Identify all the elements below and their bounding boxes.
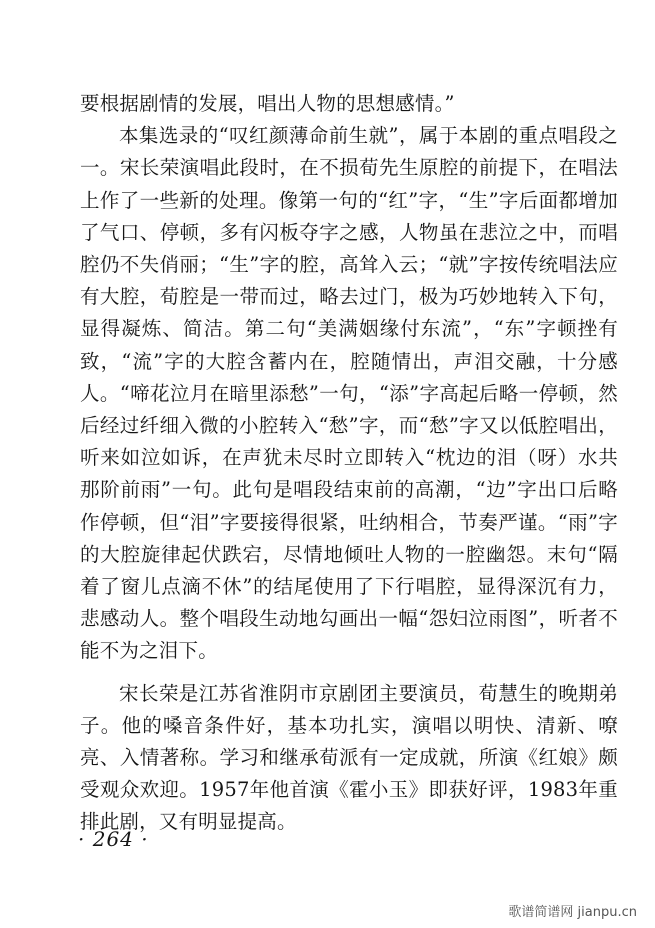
site-watermark: 歌谱简谱网 jianpu.cn (508, 905, 637, 920)
page-number: · 264 · (78, 827, 149, 851)
paragraph-continued: 要根据剧情的发展，唱出人物的思想感情。” (80, 92, 455, 115)
paragraph-aria-analysis: 本集选录的“叹红颜薄命前生就”，属于本剧的重点唱段之一。宋长荣演唱此段时，在不损荀先生原腔的前提下，在唱法上作了一些新的处理。像第一句的“红”字，“生”字后面都增加了气口、停顿，多有闪板夺字之感，人物虽在悲泣之中，而唱腔仍不失俏丽；“生”字的腔，高耸入云；“就”字按传统唱法应有大腔，荀腔是一带而过，略去过门，极为巧妙地转入下句，显得凝炼、简洁。第二句“美满姻缘付东流”，“东”字顿挫有致，“流”字的大腔含蓄内在，腔随情出，声泪交融，十分感人。“啼花泣月在暗里添愁”一句，“添”字高起后略一停顿，然后经过纤细入微的小腔转入“愁”字，而“愁”字又以低腔唱出，听来如泣如诉，在声犹未尽时立即转入“枕边的泪（呀）水共那阶前雨”一句。此句是唱段结束前的高潮，“边”字出口后略作停顿，但“泪”字要接得很紧，吐纳相合，节奏严谨。“雨”字的大腔旋律起伏跌宕，尽情地倾吐人物的一腔幽怨。末句“隔着了窗儿点滴不休”的结尾使用了下行唱腔，显得深沉有力，悲感动人。整个唱段生动地勾画出一幅“怨妇泣雨图”，听者不能不为之泪下。 (80, 124, 618, 663)
body-text (80, 88, 618, 839)
paragraph-gap (80, 668, 618, 678)
paragraph-performer-bio: 宋长荣是江苏省淮阴市京剧团主要演员，荀慧生的晚期弟子。他的嗓音条件好，基本功扎实，演唱以明快、清新、嘹亮、入情著称。学习和继承荀派有一定成就，所演《红娘》颇受观众欢迎。1957年他首演《霍小玉》即获好评，1983年重排此剧，又有明显提高。 (80, 681, 618, 834)
